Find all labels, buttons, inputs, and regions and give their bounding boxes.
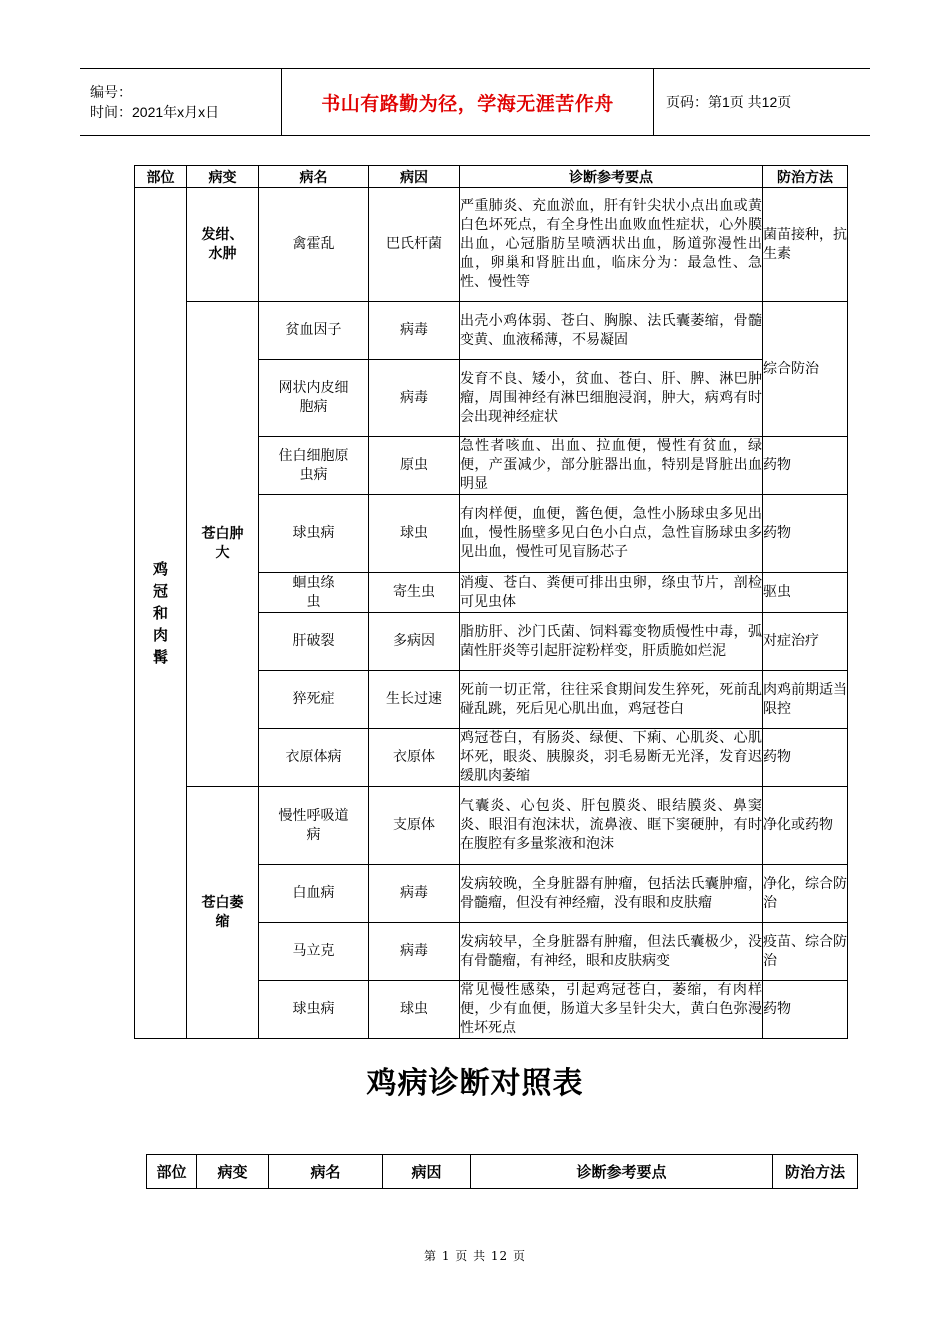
disease-name	[259, 360, 369, 437]
disease-cause: 病毒	[369, 865, 460, 923]
diagnosis-text: 鸡冠苍白，有肠炎、绿便、下痢、心肌炎、心肌坏死，眼炎、胰腺炎，羽毛易断无光泽，发育迟缓肌肉萎缩	[460, 729, 763, 787]
disease-name	[259, 787, 369, 865]
lesion-text: 发绀、水肿	[201, 226, 244, 262]
treatment-text: 驱虫	[763, 573, 848, 613]
header-page-info	[654, 69, 870, 135]
treatment-text: 菌苗接种，抗生素	[763, 188, 848, 302]
treatment-text: 肉鸡前期适当限控	[763, 671, 848, 729]
table-row	[135, 188, 848, 302]
table-header-row	[135, 166, 848, 188]
disease-name-text: 球虫病	[292, 1001, 335, 1017]
treatment-text: 综合防治	[763, 302, 848, 437]
site-char: 髯	[152, 648, 168, 666]
page-footer: 第 1 页 共 12 页	[424, 1249, 526, 1263]
disease-name-text: 衣原体病	[285, 749, 342, 765]
disease-name-text: 贫血因子	[285, 322, 342, 338]
document-date: 时间：2021年x月x日	[90, 104, 220, 120]
disease-cause: 球虫	[369, 495, 460, 573]
disease-cause: 衣原体	[369, 729, 460, 787]
col-header-lesion: 病变	[187, 166, 259, 188]
diagnosis-text: 消瘦、苍白、粪便可排出虫卵，绦虫节片，剖检可见虫体	[460, 573, 763, 613]
disease-cause: 原虫	[369, 437, 460, 495]
disease-cause: 支原体	[369, 787, 460, 865]
diagnosis-text: 发病较早，全身脏器有肿瘤，但法氏囊极少，没有骨髓瘤，有神经，眼和皮肤病变	[460, 923, 763, 981]
lesion-cell	[187, 787, 259, 1039]
col-header-diagnosis: 诊断参考要点	[460, 166, 763, 188]
diagnosis-text: 发病较晚，全身脏器有肿瘤，包括法氏囊肿瘤，骨髓瘤，但没有神经瘤，没有眼和皮肤瘤	[460, 865, 763, 923]
disease-cause: 寄生虫	[369, 573, 460, 613]
disease-name-text: 禽霍乱	[292, 236, 335, 252]
document-code-label: 编号：	[90, 84, 132, 100]
col-header-site: 部位	[147, 1155, 197, 1189]
diagnosis-text: 气囊炎、心包炎、肝包膜炎、眼结膜炎、鼻窦炎、眼泪有泡沫状，流鼻液、眶下窦硬肿，有时在腹腔有多量浆液和泡沫	[460, 787, 763, 865]
col-header-disease: 病名	[259, 166, 369, 188]
disease-table-continued	[146, 1154, 858, 1189]
disease-cause: 病毒	[369, 302, 460, 360]
page-header	[80, 68, 870, 136]
table-header-row	[147, 1155, 858, 1189]
page-number-text: 页码：第1页 共12页	[666, 94, 792, 110]
treatment-text: 对症治疗	[763, 613, 848, 671]
lesion-text: 苍白萎缩	[201, 894, 244, 930]
disease-cause: 巴氏杆菌	[369, 188, 460, 302]
table-row	[135, 302, 848, 360]
disease-name	[259, 923, 369, 981]
site-char: 和	[152, 604, 168, 622]
col-header-cause: 病因	[369, 166, 460, 188]
col-header-cause: 病因	[383, 1155, 471, 1189]
disease-name	[259, 613, 369, 671]
disease-name	[259, 188, 369, 302]
diagnosis-text: 有肉样便，血便，酱色便，急性小肠球虫多见出血，慢性肠壁多见白色小白点，急性盲肠球虫多见出血，慢性可见盲肠芯子	[460, 495, 763, 573]
col-header-diagnosis: 诊断参考要点	[471, 1155, 773, 1189]
header-motto	[282, 69, 654, 135]
treatment-text: 净化或药物	[763, 787, 848, 865]
lesion-cell	[187, 302, 259, 787]
disease-cause: 病毒	[369, 360, 460, 437]
col-header-site: 部位	[135, 166, 187, 188]
treatment-text: 药物	[763, 981, 848, 1039]
document-title: 鸡病诊断对照表	[366, 1066, 584, 1101]
site-cell	[135, 188, 187, 1039]
table-row	[135, 787, 848, 865]
diagnosis-text: 发育不良、矮小，贫血、苍白、肝、脾、淋巴肿瘤，周围神经有淋巴细胞浸润，肿大，病鸡有时会出现神经症状	[460, 360, 763, 437]
col-header-treatment: 防治方法	[763, 166, 848, 188]
disease-name	[259, 671, 369, 729]
disease-table	[134, 165, 848, 1039]
motto-text: 书山有路勤为径，学海无涯苦作舟	[321, 92, 614, 115]
disease-name	[259, 437, 369, 495]
site-char: 鸡	[152, 560, 168, 578]
disease-name-text: 住白细胞原虫病	[278, 447, 349, 483]
disease-name	[259, 729, 369, 787]
disease-cause: 生长过速	[369, 671, 460, 729]
treatment-text: 疫苗、综合防治	[763, 923, 848, 981]
disease-name-text: 猝死症	[292, 691, 335, 707]
disease-cause: 病毒	[369, 923, 460, 981]
disease-name	[259, 865, 369, 923]
lesion-text: 苍白肿大	[201, 526, 244, 561]
treatment-text: 药物	[763, 437, 848, 495]
diagnosis-text: 急性者咳血、出血、拉血便，慢性有贫血，绿便，产蛋减少，部分脏器出血，特别是肾脏出血明显	[460, 437, 763, 495]
disease-cause: 多病因	[369, 613, 460, 671]
lesion-cell	[187, 188, 259, 302]
disease-cause: 球虫	[369, 981, 460, 1039]
disease-name-text: 肝破裂	[292, 633, 335, 649]
disease-name	[259, 302, 369, 360]
disease-name-text: 网状内皮细胞病	[278, 380, 349, 415]
treatment-text: 药物	[763, 729, 848, 787]
diagnosis-text: 脂肪肝、沙门氏菌、饲料霉变物质慢性中毒，弧菌性肝炎等引起肝淀粉样变，肝质脆如烂泥	[460, 613, 763, 671]
disease-name	[259, 495, 369, 573]
diagnosis-text: 出壳小鸡体弱、苍白、胸腺、法氏囊萎缩，骨髓变黄、血液稀薄，不易凝固	[460, 302, 763, 360]
diagnosis-text: 严重肺炎、充血淤血，肝有针尖状小点出血或黄白色坏死点，有全身性出血败血性症状，心外膜出血，心冠脂肪呈喷洒状出血，肠道弥漫性出血，卵巢和肾脏出血，临床分为：最急性、急性、慢性等	[460, 188, 763, 302]
disease-name	[259, 981, 369, 1039]
site-char: 冠	[152, 582, 168, 600]
col-header-lesion: 病变	[197, 1155, 269, 1189]
treatment-text: 净化，综合防治	[763, 865, 848, 923]
disease-name-text: 马立克	[292, 943, 335, 959]
site-char: 肉	[152, 626, 168, 644]
header-meta	[80, 69, 282, 135]
disease-name-text: 球虫病	[292, 525, 335, 541]
col-header-treatment: 防治方法	[773, 1155, 858, 1189]
disease-name-text: 白血病	[292, 885, 335, 901]
disease-name-text: 蛔虫绦虫	[292, 574, 335, 610]
diagnosis-text: 死前一切正常，往往采食期间发生猝死，死前乱碰乱跳，死后见心肌出血，鸡冠苍白	[460, 671, 763, 729]
diagnosis-text: 常见慢性感染，引起鸡冠苍白，萎缩，有肉样便，少有血便，肠道大多呈针尖大，黄白色弥漫性坏死点	[460, 981, 763, 1039]
disease-name	[259, 573, 369, 613]
disease-name-text: 慢性呼吸道病	[278, 807, 349, 843]
treatment-text: 药物	[763, 495, 848, 573]
col-header-disease: 病名	[269, 1155, 383, 1189]
